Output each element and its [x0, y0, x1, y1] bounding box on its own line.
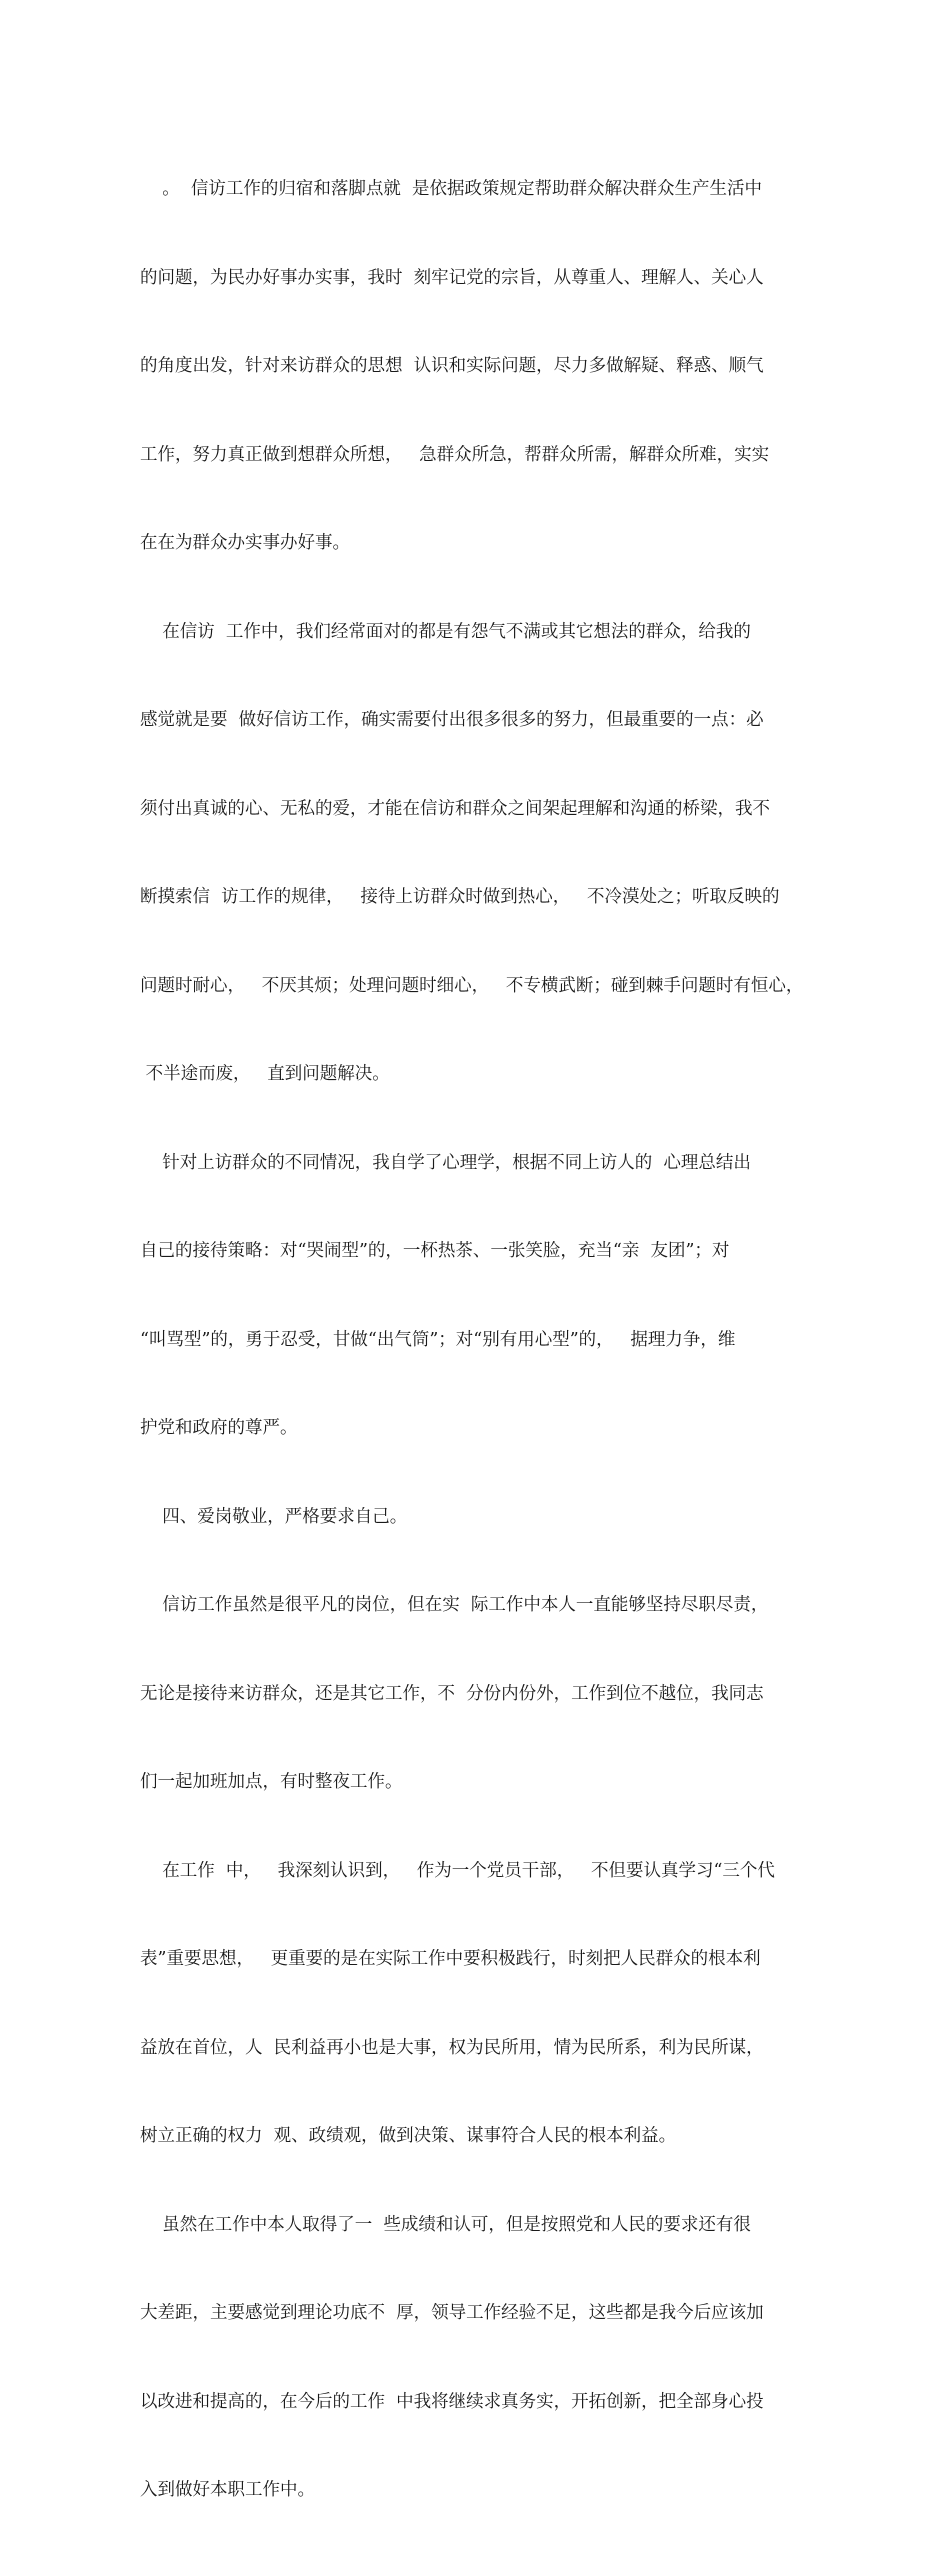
text-line: 在信访 工作中，我们经常面对的都是有怨气不满或其它想法的群众，给我的 — [140, 621, 751, 642]
text-line: 的问题，为民办好事办实事，我时 刻牢记党的宗旨，从尊重人、理解人、关心人 — [140, 267, 764, 288]
text-line: 感觉就是要 做好信访工作，确实需要付出很多很多的努力，但最重要的一点：必 — [140, 710, 764, 730]
text-line: 不半途而废， 直到问题解决。 — [140, 1064, 390, 1084]
text-line: 护党和政府的尊严。 — [140, 1418, 298, 1438]
text-line: 无论是接待来访群众，还是其它工作，不 分份内份外，工作到位不越位，我同志 — [140, 1683, 764, 1704]
text-line: 的角度出发，针对来访群众的思想 认识和实际问题，尽力多做解疑、释惑、顺气 — [140, 356, 764, 376]
text-line: 四、爱岗敬业，严格要求自己。 — [140, 1506, 408, 1527]
document-body — [140, 116, 820, 2565]
text-line: 在工作 中， 我深刻认识到， 作为一个党员干部， 不但要认真学习“三个代 — [140, 1860, 775, 1881]
text-line: 针对上访群众的不同情况，我自学了心理学，根据不同上访人的 心理总结出 — [140, 1152, 751, 1173]
text-line: 。 信访工作的归宿和落脚点就 是依据政策规定帮助群众解决群众生产生活中 — [140, 179, 762, 199]
text-line: 工作，努力真正做到想群众所想， 急群众所急，帮群众所需，解群众所难，实实 — [140, 444, 770, 465]
text-line: 以改进和提高的，在今后的工作 中我将继续求真务实，开拓创新，把全部身心投 — [140, 2391, 764, 2412]
text-line: 断摸索信 访工作的规律， 接待上访群众时做到热心， 不冷漠处之；听取反映的 — [140, 887, 780, 907]
text-line: 大差距，主要感觉到理论功底不 厚，领导工作经验不足，这些都是我今后应该加 — [140, 2303, 764, 2323]
text-line: 树立正确的权力 观、政绩观，做到决策、谋事符合人民的根本利益。 — [140, 2126, 677, 2146]
text-line: 益放在首位，人 民利益再小也是大事，权为民所用，情为民所系，利为民所谋， — [140, 2037, 764, 2058]
text-line: 问题时耐心， 不厌其烦；处理问题时细心， 不专横武断；碰到棘手问题时有恒心， — [140, 975, 804, 996]
text-line: 虽然在工作中本人取得了一 些成绩和认可，但是按照党和人民的要求还有很 — [140, 2214, 751, 2235]
text-line: 须付出真诚的心、无私的爱，才能在信访和群众之间架起理解和沟通的桥梁，我不 — [140, 798, 770, 819]
text-line: 信访工作虽然是很平凡的岗位，但在实 际工作中本人一直能够坚持尽职尽责， — [140, 1595, 769, 1615]
text-line: 在在为群众办实事办好事。 — [140, 533, 350, 553]
text-line: “叫骂型”的，勇于忍受，甘做“出气筒”；对“别有用心型”的， 据理力争，维 — [140, 1329, 736, 1350]
text-line: 们一起加班加点，有时整夜工作。 — [140, 1772, 403, 1792]
text-line: 自己的接待策略：对“哭闹型”的，一杯热茶、一张笑脸，充当“亲 友团”；对 — [140, 1241, 730, 1261]
text-line: 表”重要思想， 更重要的是在实际工作中要积极践行，时刻把人民群众的根本利 — [140, 1949, 761, 1969]
text-line: 入到做好本职工作中。 — [140, 2480, 315, 2500]
